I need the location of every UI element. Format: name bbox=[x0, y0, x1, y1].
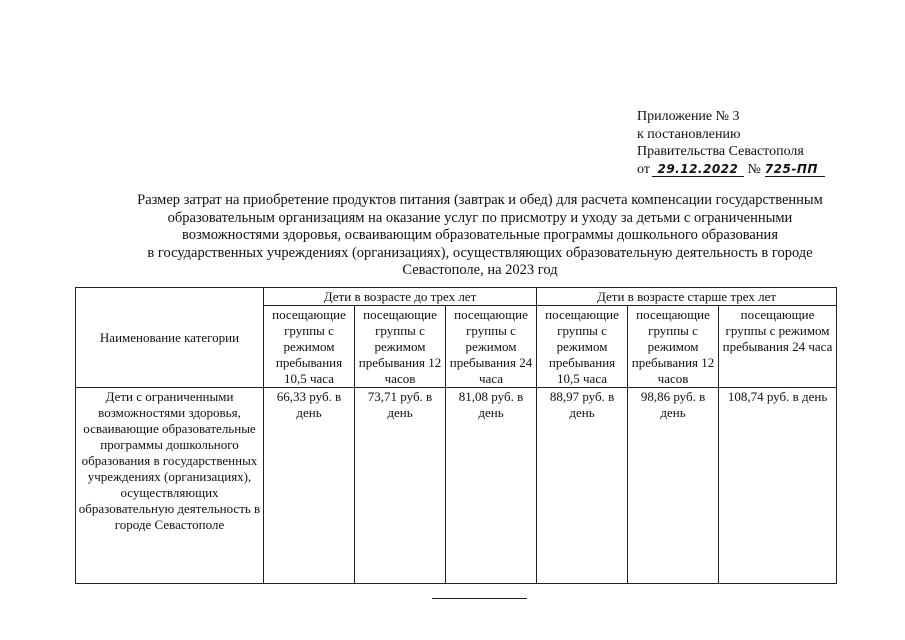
value-cell: 81,08 руб. в день bbox=[446, 388, 537, 584]
subheader-cell: посещающие группы с режимом пребывания 10,5 часа bbox=[537, 306, 628, 388]
subheader-cell: посещающие группы с режимом пребывания 12 часов bbox=[355, 306, 446, 388]
document-title bbox=[90, 192, 870, 280]
title-line: возможностями здоровья, осваивающим образовательные программы дошкольного образования bbox=[182, 227, 778, 243]
group-header-over3: Дети в возрасте старше трех лет bbox=[537, 288, 837, 306]
subheader-cell: посещающие группы с режимом пребывания 24 часа bbox=[446, 306, 537, 388]
title-line: образовательным организациям на оказание услуг по присмотру и уходу за детьми с ограниченными bbox=[167, 209, 793, 226]
title-line: в государственных учреждениях (организациях), осуществляющих образовательную деятельность в городе bbox=[147, 244, 813, 261]
value-cell: 88,97 руб. в день bbox=[537, 388, 628, 584]
subheader-cell: посещающие группы с режимом пребывания 12 часов bbox=[628, 306, 719, 388]
appendix-number: 725-ПП bbox=[765, 162, 825, 177]
table-row bbox=[76, 388, 837, 584]
title-line: Севастополе, на 2023 год bbox=[402, 262, 558, 278]
appendix-block bbox=[637, 108, 825, 178]
appendix-title: Приложение № 3 bbox=[637, 109, 740, 124]
footer-divider bbox=[432, 598, 527, 599]
appendix-date: 29.12.2022 bbox=[652, 162, 744, 177]
appendix-government: Правительства Севастополя bbox=[637, 144, 804, 159]
subheader-cell: посещающие группы с режимом пребывания 24 часа bbox=[719, 306, 837, 388]
category-header: Наименование категории bbox=[76, 288, 264, 388]
appendix-date-line bbox=[637, 161, 825, 179]
value-cell: 98,86 руб. в день bbox=[628, 388, 719, 584]
cost-table bbox=[75, 287, 837, 584]
value-cell: 108,74 руб. в день bbox=[719, 388, 837, 584]
category-cell: Дети с ограниченными возможностями здоровья, осваивающие образовательные программы дошкольного образования в государственных учреждениях (организациях), осуществляющих образовательную деятельность в городе Севастополе bbox=[76, 388, 264, 584]
value-cell: 66,33 руб. в день bbox=[264, 388, 355, 584]
subheader-cell: посещающие группы с режимом пребывания 10,5 часа bbox=[264, 306, 355, 388]
appendix-resolution: к постановлению bbox=[637, 126, 741, 142]
group-header-under3: Дети в возрасте до трех лет bbox=[264, 288, 537, 306]
appendix-date-prefix: от bbox=[637, 161, 650, 177]
appendix-number-label: № bbox=[747, 161, 761, 177]
value-cell: 73,71 руб. в день bbox=[355, 388, 446, 584]
title-line: Размер затрат на приобретение продуктов питания (завтрак и обед) для расчета компенсации государственным bbox=[137, 192, 823, 208]
